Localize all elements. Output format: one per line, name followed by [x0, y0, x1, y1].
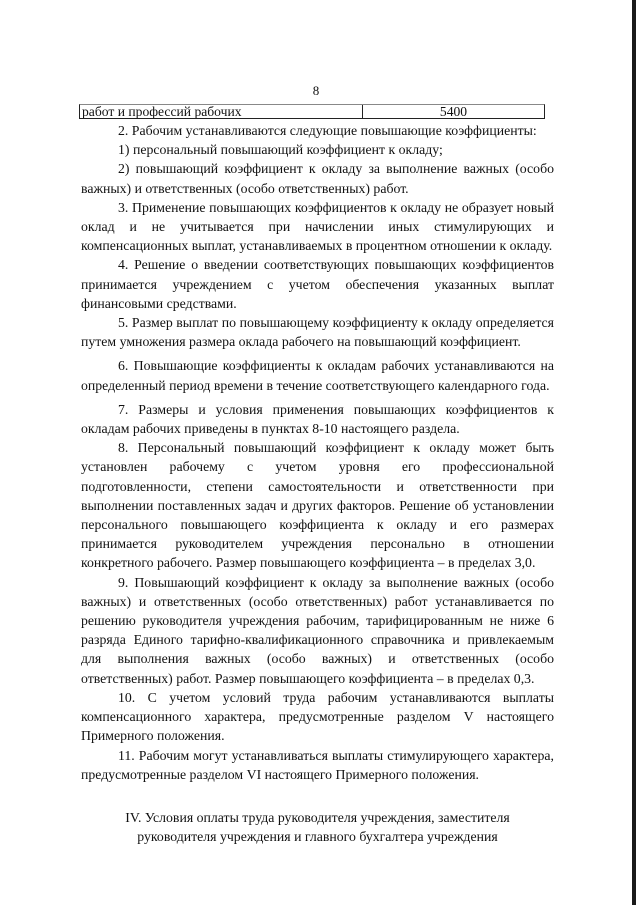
paragraph-2: 2. Рабочим устанавливаются следующие повышающие коэффициенты: [118, 123, 537, 138]
paragraph-10: 10. С учетом условий труда рабочим устанавливаются выплаты компенсационного характера, предусмотренные разделом V настоящего Примерного положения. [81, 689, 554, 744]
page-edge-shadow [632, 0, 636, 905]
paragraph-2-item-2: 2) повышающий коэффициент к окладу за выполнение важных (особо важных) и ответственных (особо ответственных) работ. [81, 161, 554, 196]
page-number: 8 [312, 83, 320, 98]
paragraph-8: 8. Персональный повышающий коэффициент к окладу может быть установлен рабочему с учетом уровня его профессиональной подготовленности, степени самостоятельности и ответственности при выполнении поставленных задач и других факторов. Решение об установлении персонального повышающего коэффициента к окладу и его размерах принимается руководителем учреждения персонально в отношении конкретного рабочего. Размер повышающего коэффициента – в пределах 3,0. [81, 440, 554, 571]
table-cell-label: работ и профессий рабочих [82, 105, 242, 118]
paragraph-4: 4. Решение о введении соответствующих повышающих коэффициентов принимается учреждением с учетом обеспечения указанных выплат финансовыми средствами. [81, 257, 554, 311]
table-cell-value: 5400 [362, 105, 544, 118]
section-heading: IV. Условия оплаты труда руководителя учреждения, заместителя руководителя учреждения и главного бухгалтера учреждения [125, 809, 510, 845]
paragraph-9: 9. Повышающий коэффициент к окладу за выполнение важных (особо важных) и ответственных (особо ответственных) работ устанавливается по решению руководителя учреждения рабочим, тарифицированным не ниже 6 разряда Единого тарифно-квалификационного справочника и привлекаемым для выполнения важных (особо важных) и ответственных (особо ответственных) работ. Размер повышающего коэффициента – в пределах 0,3. [81, 574, 554, 686]
paragraph-7: 7. Размеры и условия применения повышающих коэффициентов к окладам рабочих приведены в пунктах 8-10 настоящего раздела. [81, 401, 554, 437]
paragraph-3: 3. Применение повышающих коэффициентов к окладу не образует новый оклад и не учитывается при начислении иных стимулирующих и компенсационных выплат, устанавливаемых в процентном отношении к окладу. [81, 199, 554, 254]
paragraph-2-item-1: 1) персональный повышающий коэффициент к окладу; [118, 142, 443, 158]
table-row [79, 104, 545, 119]
paragraph-5: 5. Размер выплат по повышающему коэффициенту к окладу определяется путем умножения размера оклада рабочего на повышающий коэффициент. [81, 315, 554, 350]
document-body [81, 121, 554, 846]
paragraph-11: 11. Рабочим могут устанавливаться выплаты стимулирующего характера, предусмотренные разделом VI настоящего Примерного положения. [81, 747, 554, 782]
paragraph-6: 6. Повышающие коэффициенты к окладам рабочих устанавливаются на определенный период времени в течение соответствующего календарного года. [81, 358, 554, 393]
